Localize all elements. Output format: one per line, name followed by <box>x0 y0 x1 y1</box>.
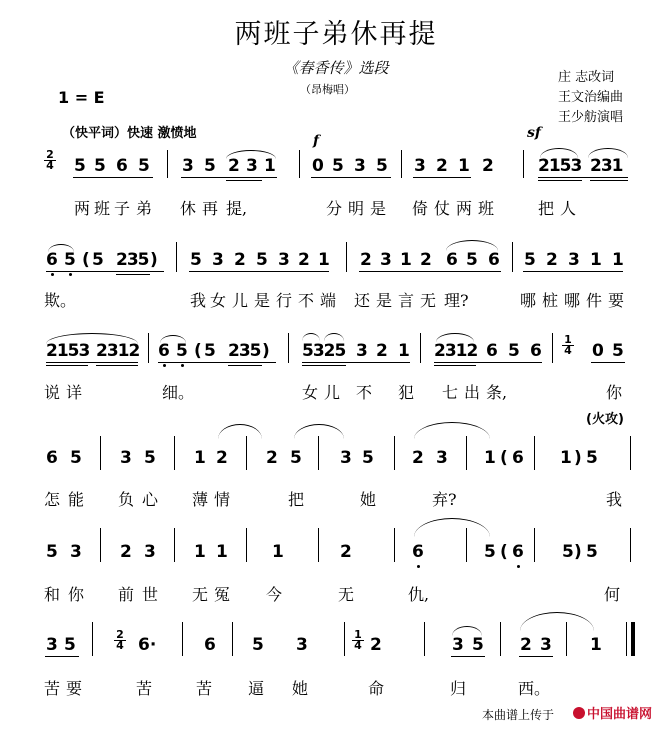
lyric: 命 <box>368 679 385 698</box>
note: 6 <box>46 448 58 468</box>
slur <box>520 612 594 631</box>
note: 5 <box>586 448 598 468</box>
barline <box>346 242 347 272</box>
low-octave-dot <box>181 364 184 367</box>
lyric: 我 <box>190 291 207 310</box>
note: 1 <box>194 448 206 468</box>
note: 2 <box>360 250 372 270</box>
lyric: 出 <box>464 383 481 402</box>
barline <box>420 333 421 363</box>
slur <box>588 148 628 158</box>
underline <box>116 274 150 275</box>
singer-note: （昂梅唱） <box>300 83 355 96</box>
underline <box>189 271 329 272</box>
barline <box>500 622 501 656</box>
lyric: 负 <box>118 490 135 509</box>
lyric: 和 <box>44 585 61 604</box>
note: 6 <box>446 250 458 270</box>
note: 5 <box>256 250 268 270</box>
note: ( <box>194 341 202 361</box>
note: 3 <box>212 250 224 270</box>
underline <box>46 365 88 366</box>
underline <box>181 177 277 178</box>
note: 2 <box>420 250 432 270</box>
barline <box>534 436 535 470</box>
lyric: 不 <box>356 383 373 402</box>
note-group: 2312 <box>96 341 140 361</box>
note: 6 <box>158 341 170 361</box>
lyric: 冤 <box>214 585 231 604</box>
site-logo[interactable] <box>573 703 652 722</box>
lyric: 儿 <box>232 291 249 310</box>
barline <box>630 436 631 470</box>
underline <box>46 271 164 272</box>
note: 2 <box>546 250 558 270</box>
note: 5 <box>138 156 150 176</box>
note: 1 <box>590 250 602 270</box>
underline <box>311 177 391 178</box>
low-octave-dot <box>517 565 520 568</box>
lyric: 桩 <box>542 291 559 310</box>
barline <box>466 528 467 562</box>
note: 5 <box>252 635 264 655</box>
underline <box>519 656 553 657</box>
note-group: 235 <box>116 250 149 270</box>
lyric: 休 <box>180 199 197 218</box>
note: 5 <box>508 341 520 361</box>
note: 2 <box>340 542 352 562</box>
lyric: 明 <box>348 199 365 218</box>
lyric: 两 <box>456 199 473 218</box>
note: 3 <box>568 250 580 270</box>
slur <box>324 333 344 341</box>
barline <box>523 150 524 178</box>
note: ) <box>574 542 582 562</box>
lyric: 情 <box>214 490 231 509</box>
note: 3 <box>70 542 82 562</box>
note: 1 <box>484 448 496 468</box>
note: ( <box>500 448 508 468</box>
underline <box>538 180 582 181</box>
underline <box>538 177 628 178</box>
lyric: 你 <box>606 383 623 402</box>
barline <box>246 436 247 470</box>
note: 0 <box>312 156 324 176</box>
slur <box>452 626 482 636</box>
barline <box>566 622 567 656</box>
lyric: 详 <box>66 383 83 402</box>
note: 5 <box>74 156 86 176</box>
note: 3 <box>436 448 448 468</box>
note-group: 231 <box>590 156 623 176</box>
note: 2 <box>520 635 532 655</box>
lyric: 犯 <box>398 383 415 402</box>
note: 5 <box>290 448 302 468</box>
underline <box>73 177 153 178</box>
lyric: 件 <box>586 291 603 310</box>
lyric: 无 <box>338 585 355 604</box>
barline <box>232 622 233 656</box>
lyric: 我 <box>606 490 623 509</box>
lyric: 把 <box>288 490 305 509</box>
lyric: 归 <box>450 679 467 698</box>
time-signature: 1 4 <box>562 335 574 356</box>
note: 1 <box>272 542 284 562</box>
barline <box>246 528 247 562</box>
time-signature: 2 4 <box>44 150 56 171</box>
underline <box>158 362 276 363</box>
note: 2 <box>412 448 424 468</box>
note: 5 <box>204 341 216 361</box>
barline <box>299 150 300 178</box>
note: 5 <box>204 156 216 176</box>
lyric: 两 <box>74 199 91 218</box>
note: 5 <box>524 250 536 270</box>
note: 2 <box>266 448 278 468</box>
song-subtitle: 《春香传》选段 <box>283 59 389 77</box>
credit-singer: 王少舫演唱 <box>558 110 624 125</box>
lyric: 心 <box>142 490 159 509</box>
note: 6 <box>530 341 542 361</box>
note: 3 <box>296 635 308 655</box>
note: 5 <box>612 341 624 361</box>
lyric: 是 <box>254 291 271 310</box>
note: 6 <box>488 250 500 270</box>
underline <box>434 365 476 366</box>
note-group: 2153 <box>46 341 90 361</box>
underline <box>451 656 485 657</box>
note: 2 <box>120 542 132 562</box>
slur <box>414 518 490 537</box>
lyric: 子 <box>114 199 131 218</box>
note: 5 <box>64 250 76 270</box>
lyric: 仇, <box>408 585 430 604</box>
time-signature: 2 4 <box>114 630 126 651</box>
low-octave-dot <box>163 364 166 367</box>
note: 5 <box>94 156 106 176</box>
slur <box>294 424 344 439</box>
lyric: 是 <box>370 199 387 218</box>
lyric: 说 <box>44 383 61 402</box>
lyric: 无 <box>420 291 437 310</box>
barline <box>174 528 175 562</box>
note: 1 <box>264 156 276 176</box>
barline <box>148 333 149 363</box>
low-octave-dot <box>51 273 54 276</box>
note: 5 <box>586 542 598 562</box>
note: 3 <box>144 542 156 562</box>
dynamic-sforzando: sf <box>527 125 541 141</box>
barline <box>394 436 395 470</box>
slur <box>226 150 276 159</box>
barline <box>174 436 175 470</box>
note: 1 <box>560 448 572 468</box>
barline <box>401 150 402 178</box>
note: 5 <box>92 250 104 270</box>
barline <box>100 436 101 470</box>
lyric: 何 <box>604 585 621 604</box>
note-dotted: 6· <box>138 635 157 655</box>
note: ) <box>150 250 158 270</box>
lyric: 今 <box>266 585 283 604</box>
barline <box>176 242 177 272</box>
lyric: 她 <box>360 490 377 509</box>
accompaniment-note: (火攻) <box>586 412 624 427</box>
low-octave-dot <box>69 273 72 276</box>
note: 1 <box>458 156 470 176</box>
note: 1 <box>590 635 602 655</box>
note: 3 <box>414 156 426 176</box>
note: 0 <box>592 341 604 361</box>
lyric: 再 <box>202 199 219 218</box>
note: 5 <box>466 250 478 270</box>
lyric: 能 <box>68 490 85 509</box>
lyric: 你 <box>68 585 85 604</box>
lyric: 人 <box>560 199 577 218</box>
lyric: 端 <box>320 291 337 310</box>
note: 5 <box>70 448 82 468</box>
lyric: 仗 <box>434 199 451 218</box>
note: 1 <box>612 250 624 270</box>
lyric: 弟 <box>136 199 153 218</box>
barline <box>394 528 395 562</box>
credit-composer: 王文治编曲 <box>558 90 624 105</box>
upload-note: 本曲谱上传于 <box>482 708 555 722</box>
lyric: 要 <box>608 291 625 310</box>
underline <box>359 271 501 272</box>
note: 5 <box>362 448 374 468</box>
note: 5 <box>484 542 496 562</box>
slur <box>540 148 578 158</box>
note: 2 <box>216 448 228 468</box>
note: 5 <box>472 635 484 655</box>
note: 1 <box>216 542 228 562</box>
note: 3 <box>340 448 352 468</box>
note: 3 <box>278 250 290 270</box>
note: 1 <box>194 542 206 562</box>
lyric: 世 <box>142 585 159 604</box>
note: 2 <box>370 635 382 655</box>
note: 3 <box>356 341 368 361</box>
lyric: 理? <box>444 291 469 310</box>
barline <box>552 333 553 363</box>
note: 3 <box>120 448 132 468</box>
barline <box>630 528 631 562</box>
note: 5 <box>190 250 202 270</box>
note: 3 <box>246 156 258 176</box>
underline <box>226 180 262 181</box>
note: 5 <box>144 448 156 468</box>
slur <box>218 424 262 439</box>
underline <box>591 362 625 363</box>
note: ( <box>82 250 90 270</box>
lyric: 苦 <box>196 679 213 698</box>
note: 5 <box>176 341 188 361</box>
final-barline-thin <box>626 622 627 656</box>
lyric: 班 <box>478 199 495 218</box>
lyric: 条, <box>486 383 508 402</box>
barline <box>344 622 345 656</box>
lyric: 苦 <box>136 679 153 698</box>
lyric: 倚 <box>412 199 429 218</box>
slur <box>160 335 186 343</box>
note: ( <box>500 542 508 562</box>
note-group: 5325 <box>302 341 346 361</box>
note: ) <box>262 341 270 361</box>
note: 6 <box>512 448 524 468</box>
time-signature: 1 4 <box>352 630 364 651</box>
lyric: 她 <box>292 679 309 698</box>
note: 3 <box>182 156 194 176</box>
dynamic-forte: f <box>313 133 320 149</box>
note: 2 <box>228 156 240 176</box>
slur <box>446 240 498 251</box>
lyric: 逼 <box>248 679 265 698</box>
note: 5 <box>562 542 574 562</box>
barline <box>100 528 101 562</box>
note-group: 235 <box>228 341 261 361</box>
logo-icon <box>573 707 585 719</box>
lyric: 不 <box>298 291 315 310</box>
lyric: 女 <box>302 383 319 402</box>
lyric: 西。 <box>518 679 551 698</box>
underline <box>228 365 262 366</box>
barline <box>167 150 168 178</box>
lyric: 要 <box>66 679 83 698</box>
note: 3 <box>380 250 392 270</box>
underline <box>302 365 346 366</box>
note: ) <box>574 448 582 468</box>
note: 6 <box>204 635 216 655</box>
lyric: 提, <box>226 199 248 218</box>
note: 5 <box>376 156 388 176</box>
note: 5 <box>332 156 344 176</box>
lyric: 前 <box>118 585 135 604</box>
lyric: 把 <box>538 199 555 218</box>
slur <box>302 333 320 341</box>
tempo-marking: （快平词）快速 激愤地 <box>62 126 197 141</box>
note: 6 <box>412 542 424 562</box>
note: 6 <box>486 341 498 361</box>
key-signature: 1 = E <box>58 88 105 107</box>
low-octave-dot <box>417 565 420 568</box>
note-group: 2153 <box>538 156 582 176</box>
note: 2 <box>482 156 494 176</box>
lyric: 细。 <box>162 383 195 402</box>
note: 2 <box>298 250 310 270</box>
note: 3 <box>452 635 464 655</box>
note: 6 <box>116 156 128 176</box>
barline <box>182 622 183 656</box>
lyric: 儿 <box>324 383 341 402</box>
note: 1 <box>318 250 330 270</box>
underline <box>45 656 79 657</box>
lyric: 哪 <box>520 291 537 310</box>
underline <box>434 362 542 363</box>
barline <box>318 528 319 562</box>
barline <box>534 528 535 562</box>
lyric: 女 <box>210 291 227 310</box>
lyric: 欺。 <box>44 291 77 310</box>
lyric: 无 <box>192 585 209 604</box>
site-name: 中国曲谱网 <box>587 707 653 722</box>
underline <box>96 365 138 366</box>
lyric: 怎 <box>44 490 61 509</box>
lyric: 苦 <box>44 679 61 698</box>
note-group: 2312 <box>434 341 478 361</box>
underline <box>302 362 410 363</box>
underline <box>523 271 623 272</box>
note: 1 <box>398 341 410 361</box>
lyric: 言 <box>398 291 415 310</box>
note: 6 <box>46 250 58 270</box>
note: 5 <box>64 635 76 655</box>
final-barline-thick <box>631 622 635 656</box>
song-title: 两班子弟休再提 <box>234 19 438 50</box>
note: 3 <box>354 156 366 176</box>
note: 2 <box>234 250 246 270</box>
note: 5 <box>46 542 58 562</box>
slur <box>436 333 474 342</box>
barline <box>512 242 513 272</box>
lyric: 行 <box>276 291 293 310</box>
barline <box>92 622 93 656</box>
lyric: 薄 <box>192 490 209 509</box>
slur <box>48 244 74 252</box>
note: 6 <box>512 542 524 562</box>
lyric: 班 <box>94 199 111 218</box>
lyric: 分 <box>326 199 343 218</box>
note: 1 <box>400 250 412 270</box>
note: 3 <box>540 635 552 655</box>
credit-lyricist: 庄 志改词 <box>558 70 615 85</box>
barline <box>318 436 319 470</box>
underline <box>413 177 471 178</box>
underline <box>590 180 628 181</box>
lyric: 是 <box>376 291 393 310</box>
lyric: 七 <box>442 383 459 402</box>
underline <box>46 362 138 363</box>
lyric: 哪 <box>564 291 581 310</box>
slur <box>414 422 490 439</box>
note: 2 <box>376 341 388 361</box>
lyric: 弃? <box>432 490 457 509</box>
barline <box>466 436 467 470</box>
note: 2 <box>436 156 448 176</box>
barline <box>288 333 289 363</box>
note: 3 <box>46 635 58 655</box>
lyric: 还 <box>354 291 371 310</box>
barline <box>424 622 425 656</box>
slur <box>46 333 138 344</box>
